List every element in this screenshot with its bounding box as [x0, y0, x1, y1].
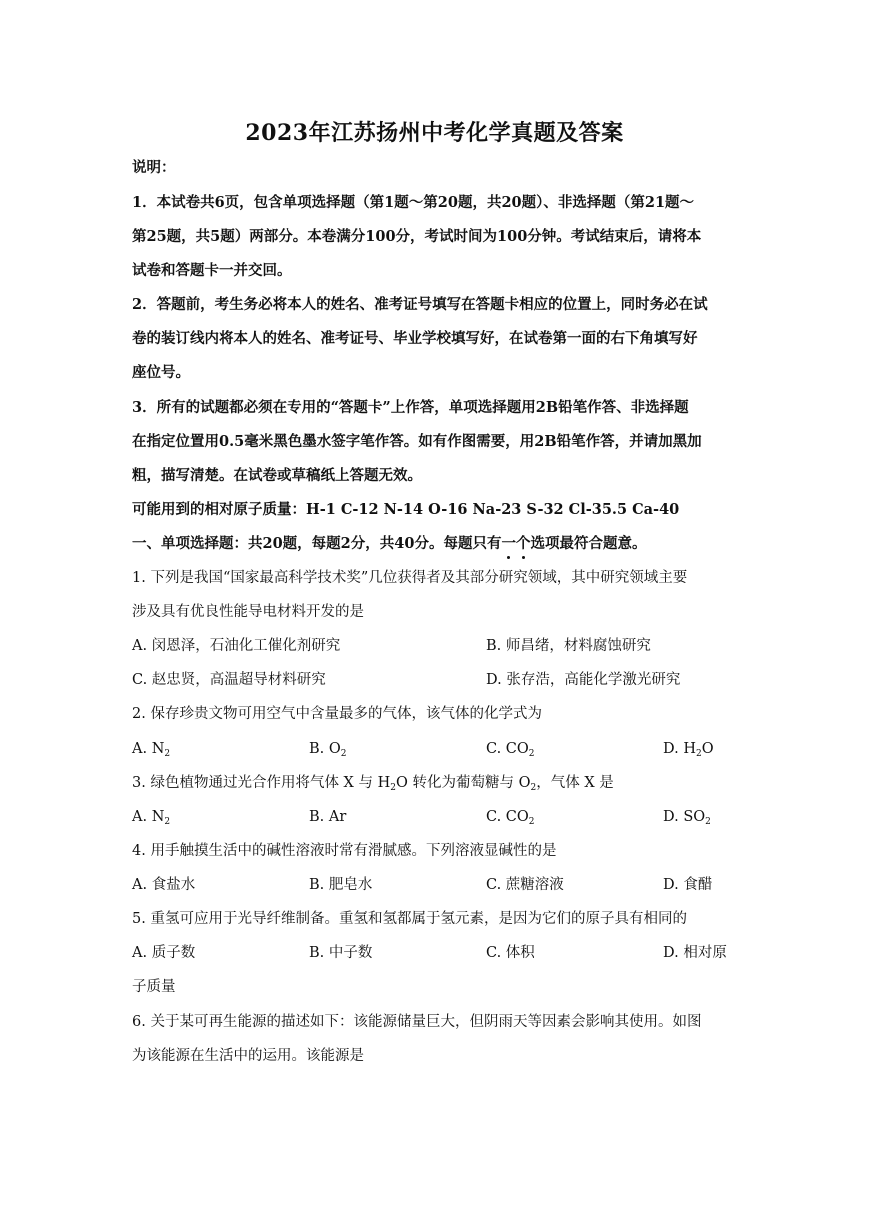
q4-option-c: C. 蔗糖溶液 [486, 877, 564, 893]
q3-option-b: B. Ar [309, 809, 347, 825]
note-1-line-1: 1．本试卷共6页，包含单项选择题（第1题～第20题，共20题）、非选择题（第21题～ [132, 194, 695, 211]
note-1-line-3: 试卷和答题卡一并交回。 [132, 262, 292, 279]
q1-option-c: C. 赵忠贤，高温超导材料研究 [132, 672, 326, 688]
q3-option-d: D. $SO_2$ [663, 809, 711, 827]
q1-option-b: B. 师昌绪，材料腐蚀研究 [486, 638, 651, 654]
page-title: 2023年江苏扬州中考化学真题及答案 [245, 120, 624, 146]
q6-stem-line-1: 6. 关于某可再生能源的描述如下：该能源储量巨大，但阴雨天等因素会影响其使用。如图 [132, 1014, 702, 1030]
q2-option-d: D. $H_2O$ [663, 741, 714, 759]
q5-stem: 5. 重氢可应用于光导纤维制备。重氢和氢都属于氢元素，是因为它们的原子具有相同的 [132, 911, 687, 927]
q5-option-a: A. 质子数 [132, 945, 196, 961]
q1-stem-line-1: 1. 下列是我国“国家最高科学技术奖”几位获得者及其部分研究领域，其中研究领域主要 [132, 570, 688, 586]
q3-option-a: A. $N_2$ [132, 809, 171, 827]
section-1-text-end: 选项最符合题意。 [530, 535, 647, 552]
q4-option-b: B. 肥皂水 [309, 877, 373, 893]
q3-stem: 3. 绿色植物通过光合作用将气体 X 与 $H_2O$ 转化为葡萄糖与 $O_2$，气体 X 是 [132, 775, 614, 793]
q5-option-d: D. 相对原 [663, 945, 727, 961]
q5-option-c: C. 体积 [486, 945, 535, 961]
q2-stem: 2. 保存珍贵文物可用空气中含量最多的气体，该气体的化学式为 [132, 706, 542, 722]
q4-option-a: A. 食盐水 [132, 877, 196, 893]
q4-option-d: D. 食醋 [663, 877, 713, 893]
q5-option-b: B. 中子数 [309, 945, 373, 961]
notes-heading: 说明： [132, 159, 176, 176]
q2-option-a: A. $N_2$ [132, 741, 171, 759]
q3-option-c: C. $CO_2$ [486, 809, 535, 827]
note-2-line-3: 座位号。 [132, 364, 190, 381]
q2-option-b: B. $O_2$ [309, 741, 347, 759]
q4-stem: 4. 用手触摸生活中的碱性溶液时常有滑腻感。下列溶液显碱性的是 [132, 843, 557, 859]
atomic-masses: 可能用到的相对原子质量：H-1 C-12 N-14 O-16 Na-23 S-32 Cl-35.5 Ca-40 [132, 501, 680, 518]
note-2-line-1: 2．答题前，考生务必将本人的姓名、准考证号填写在答题卡相应的位置上，同时务必在试 [132, 296, 708, 313]
section-1-text: 一、单项选择题：共20题，每题2分，共40分。每题只有 [132, 535, 502, 552]
section-1-heading [132, 534, 646, 554]
q1-option-d: D. 张存浩，高能化学激光研究 [486, 672, 681, 688]
emphasis-char: 个 [515, 535, 531, 552]
q1-option-a: A. 闵恩泽，石油化工催化剂研究 [132, 638, 341, 654]
note-2-line-2: 卷的装订线内将本人的姓名、准考证号、毕业学校填写好，在试卷第一面的右下角填写好 [132, 330, 698, 347]
q5-option-d-continued: 子质量 [132, 979, 176, 995]
emphasis-char: 一 [501, 535, 516, 552]
note-1-line-2: 第25题，共5题）两部分。本卷满分100分，考试时间为100分钟。考试结束后，请将本 [132, 228, 702, 245]
note-3-line-3: 粗，描写清楚。在试卷或草稿纸上答题无效。 [132, 467, 422, 484]
q6-stem-line-2: 为该能源在生活中的运用。该能源是 [132, 1048, 364, 1064]
q1-stem-line-2: 涉及具有优良性能导电材料开发的是 [132, 604, 364, 620]
q2-option-c: C. $CO_2$ [486, 741, 535, 759]
note-3-line-2: 在指定位置用0.5毫米黑色墨水签字笔作答。如有作图需要，用2B铅笔作答，并请加黑加 [132, 433, 702, 450]
note-3-line-1: 3．所有的试题都必须在专用的“答题卡”上作答，单项选择题用2B铅笔作答、非选择题 [132, 399, 689, 416]
